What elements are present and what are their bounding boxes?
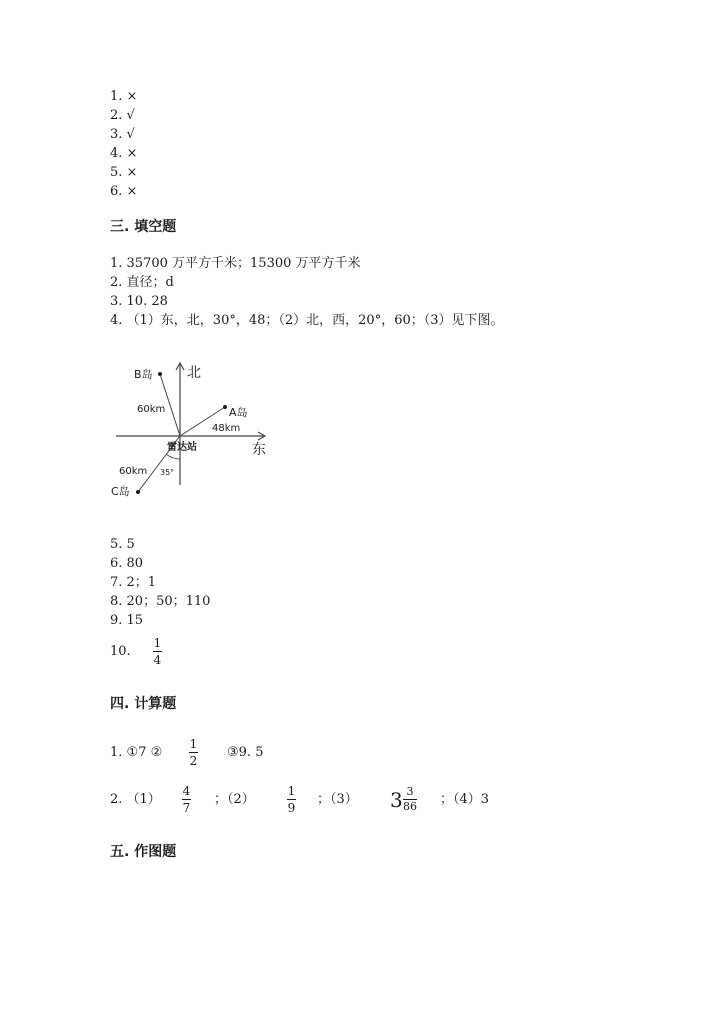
direction-diagram — [100, 355, 280, 505]
calc-answer-2-fraction-1 — [182, 784, 191, 815]
calc-answer-2-fraction-2 — [287, 784, 296, 815]
island-a-point — [223, 405, 227, 409]
fill-answer-9: 9. 15 — [110, 613, 144, 628]
mixed-number-fraction — [403, 786, 417, 813]
fraction-bar — [153, 651, 162, 652]
judge-answer-5: 5. × — [110, 165, 138, 180]
fill-answer-7: 7. 2；1 — [110, 575, 157, 590]
angle-c-label: 35° — [160, 468, 175, 477]
north-label: 北 — [187, 365, 201, 381]
fraction-numerator: 1 — [189, 737, 198, 751]
section5-title: 五. 作图题 — [110, 844, 177, 860]
calc-answer-2-sep-3: ；（4）3 — [440, 792, 490, 807]
island-a-label: A岛 — [229, 406, 248, 419]
calc-answer-1-suffix: ③9. 5 — [227, 745, 264, 760]
section3-title: 三. 填空题 — [110, 219, 177, 235]
fill-answer-5: 5. 5 — [110, 537, 135, 552]
judge-answer-6: 6. × — [110, 184, 138, 199]
fraction-numerator: 4 — [182, 784, 191, 798]
fraction-denominator: 2 — [189, 754, 198, 768]
calc-answer-2-sep-1: ；（2） — [214, 792, 255, 807]
fill-answer-10-label: 10. — [110, 644, 131, 659]
fraction-bar — [182, 799, 191, 800]
fill-answer-10-fraction — [153, 636, 162, 667]
radar-station-label: 雷达站 — [167, 442, 197, 453]
island-b-point — [158, 372, 162, 376]
calc-answer-1-fraction — [189, 737, 198, 768]
fraction-denominator: 86 — [403, 800, 417, 813]
fill-answer-1: 1. 35700 万平方千米；15300 万平方千米 — [110, 256, 361, 271]
fill-answer-3: 3. 10. 28 — [110, 294, 168, 309]
calc-answer-2-sep-2: ；（3） — [317, 792, 358, 807]
judge-answer-4: 4. × — [110, 146, 138, 161]
calc-answer-1-prefix: 1. ①7 ② — [110, 745, 163, 760]
fraction-denominator: 4 — [153, 653, 162, 667]
fill-answer-2: 2. 直径；d — [110, 275, 174, 290]
fraction-numerator: 1 — [287, 784, 296, 798]
fraction-bar — [189, 752, 198, 753]
angle-arc — [166, 454, 180, 459]
judge-answer-2: 2. √ — [110, 108, 135, 123]
mixed-number-whole: 3 — [390, 788, 403, 812]
fraction-denominator: 7 — [182, 801, 191, 815]
east-label: 东 — [252, 442, 266, 458]
fraction-numerator: 3 — [406, 785, 414, 798]
island-c-point — [136, 490, 140, 494]
calc-answer-2-prefix: 2. （1） — [110, 792, 161, 807]
island-b-label: B岛 — [134, 368, 153, 381]
fraction-bar — [287, 799, 296, 800]
section4-title: 四. 计算题 — [110, 696, 177, 712]
judge-answer-3: 3. √ — [110, 127, 135, 142]
fill-answer-6: 6. 80 — [110, 556, 144, 571]
fraction-numerator: 1 — [153, 636, 162, 650]
dist-a-label: 48km — [212, 423, 241, 434]
fill-answer-4: 4. （1）东，北，30°，48；（2）北，西，20°，60；（3）见下图。 — [110, 313, 504, 328]
judge-answer-1: 1. × — [110, 89, 138, 104]
fill-answer-8: 8. 20；50；110 — [110, 594, 211, 609]
dist-b-label: 60km — [137, 404, 166, 415]
fraction-denominator: 9 — [287, 801, 296, 815]
dist-c-label: 60km — [119, 466, 148, 477]
island-c-label: C岛 — [111, 485, 130, 498]
